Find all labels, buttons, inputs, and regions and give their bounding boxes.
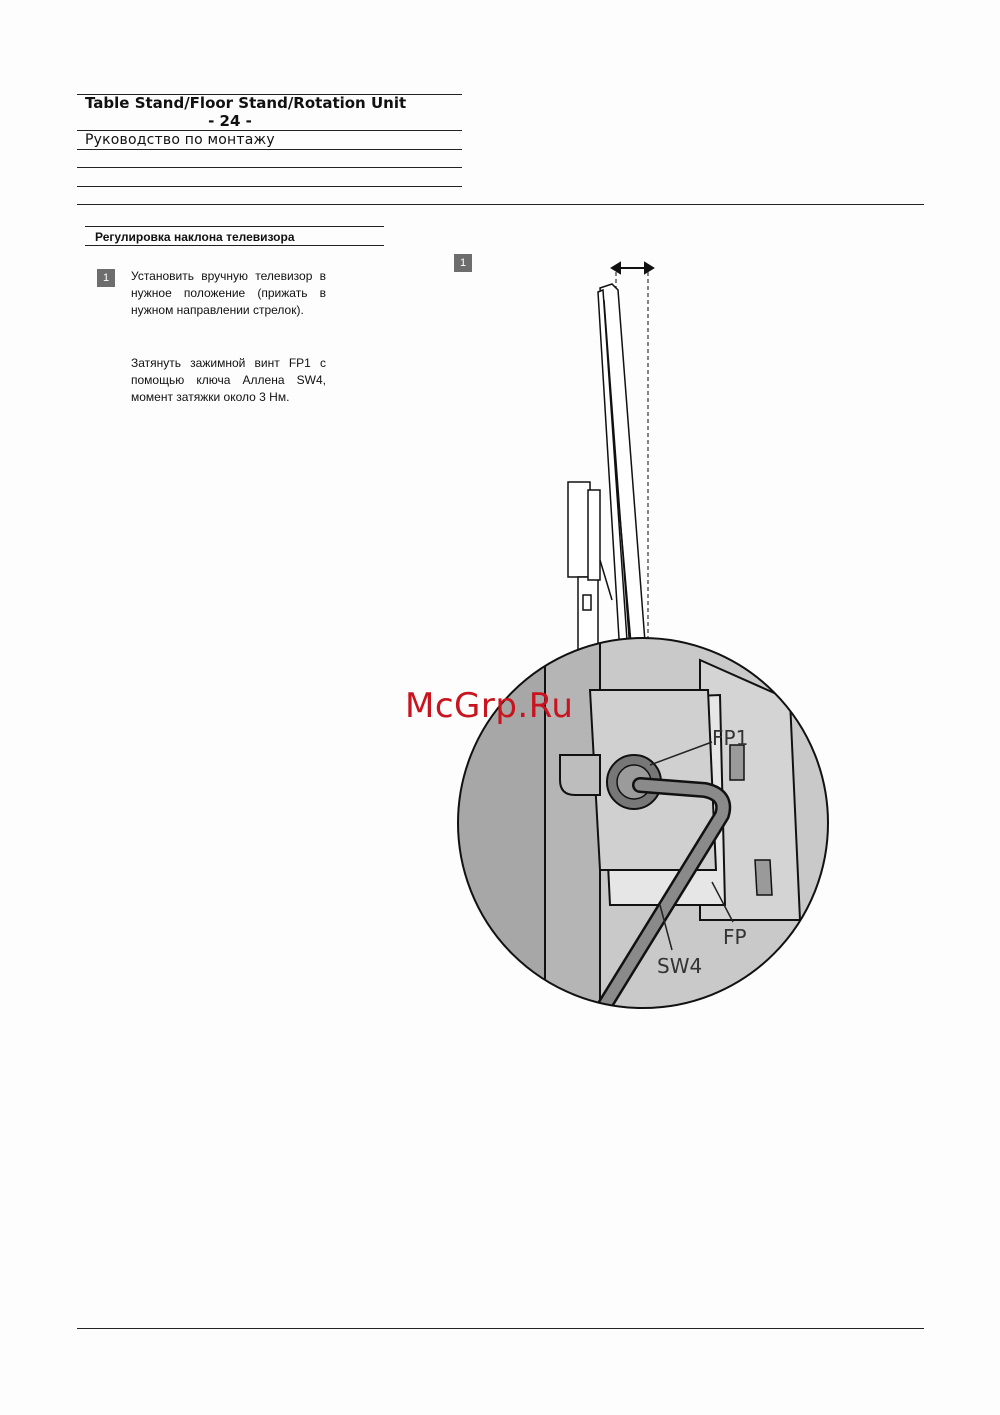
- section-title: Регулировка наклона телевизора: [95, 230, 295, 244]
- figure-step-badge: 1: [454, 254, 472, 272]
- page-number: - 24 -: [208, 112, 252, 130]
- stand-column: [568, 482, 612, 667]
- tilt-arrow-icon: [612, 263, 653, 273]
- document-subtitle: Руководство по монтажу: [85, 132, 275, 148]
- document-title: Table Stand/Floor Stand/Rotation Unit: [85, 94, 407, 112]
- step-paragraph-1: Установить вручную телевизор в нужное положение (прижать в нужном направлении стрелок).: [131, 269, 326, 317]
- tv-side-view: [598, 284, 646, 655]
- label-sw4: SW4: [657, 954, 703, 978]
- step-number-badge: 1: [97, 269, 115, 287]
- label-fp: FP: [723, 925, 747, 949]
- step-paragraph-2: Затянуть зажимной винт FP1 с помощью ключа Аллена SW4, момент затяжки около 3 Нм.: [131, 356, 326, 404]
- label-fp1: FP1: [712, 726, 749, 750]
- watermark-text: McGrp.Ru: [405, 686, 574, 726]
- footer-rule: [77, 1328, 924, 1329]
